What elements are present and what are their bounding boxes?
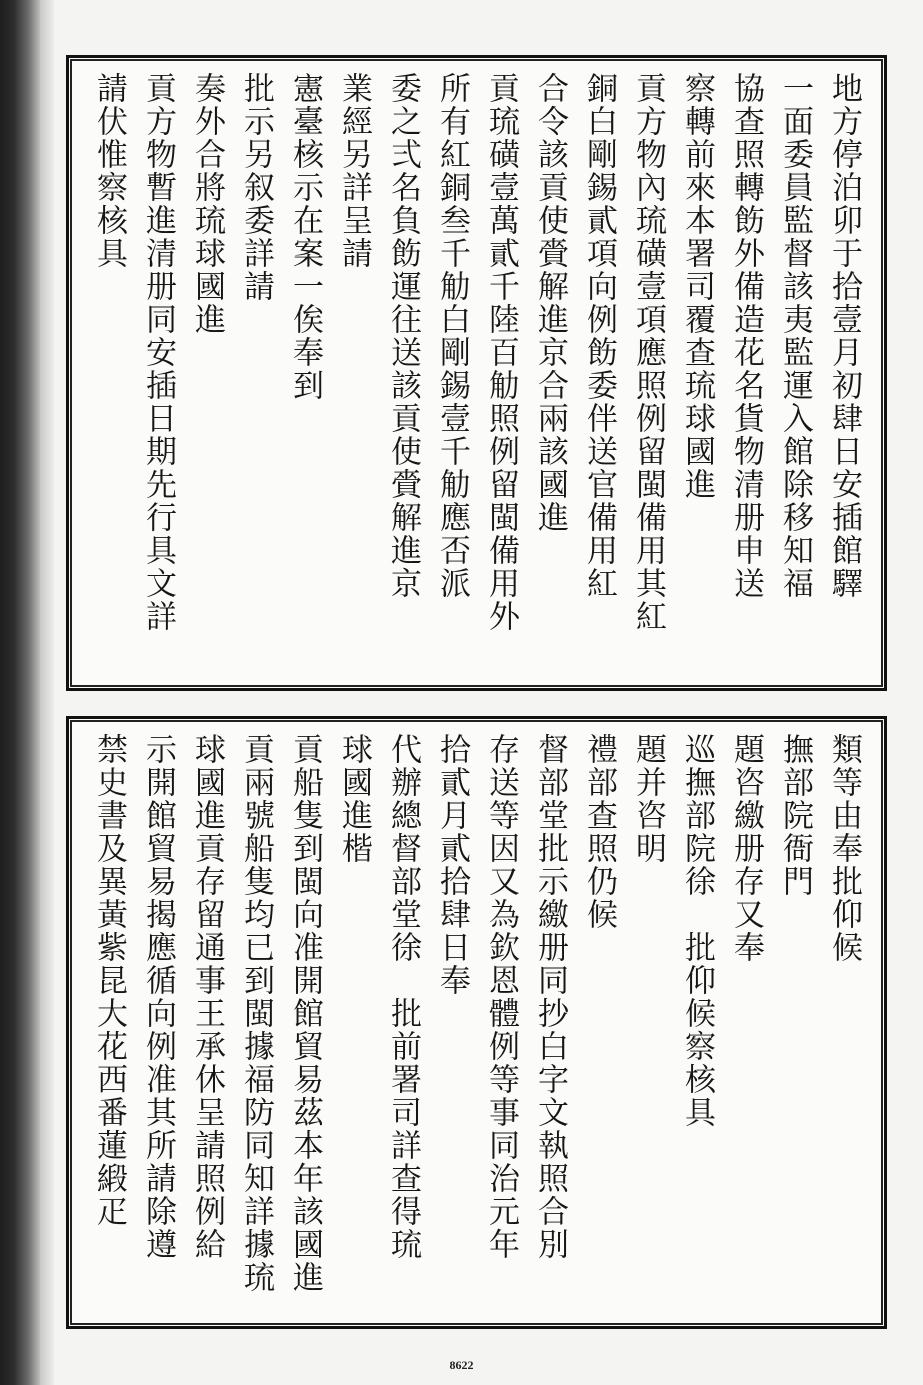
text-column: 委之弍名負飭運往送該貢使賫解進京 [385,72,421,600]
text-column: 奏外合將琉球國進 [189,72,225,336]
text-column: 所有紅銅叁千觔白剛錫壹千觔應否派 [434,72,470,600]
upper-columns [87,72,866,674]
text-column: 代辦總督部堂徐 批前署司詳查得琉 [385,733,421,1261]
text-column: 類等由奉批仰候 [826,733,862,964]
text-column: 察轉前來本署司覆查琉球國進 [679,72,715,501]
text-column: 貢兩號船隻均已到閩據福防同知詳據琉 [238,733,274,1294]
text-column: 存送等因又為欽恩體例等事同治元年 [483,733,519,1261]
text-column: 業經另詳呈請 [336,72,372,270]
text-column: 球國進楷 [336,733,372,865]
text-column: 示開館貿易揭應循向例准其所請除遵 [140,733,176,1261]
text-column: 請伏惟察核具 [91,72,127,270]
text-column: 一面委員監督該夷監運入館除移知福 [777,72,813,600]
text-column: 禮部查照仍候 [581,733,617,931]
page-gutter [40,0,54,1385]
text-column: 憲臺核示在案一俟奉到 [287,72,323,402]
text-column: 銅白剛錫貳項向例飭委伴送官備用紅 [581,72,617,600]
text-column: 球國進貢存留通事王承休呈請照例給 [189,733,225,1261]
lower-text-panel [66,716,887,1329]
text-column: 貢方物內琉磺壹項應照例留閩備用其紅 [630,72,666,633]
text-column: 拾貳月貳拾肆日奉 [434,733,470,997]
text-column: 合令該貢使賫解進京合兩該國進 [532,72,568,534]
text-column: 貢船隻到閩向准開館貿易茲本年該國進 [287,733,323,1294]
book-binding-spine [0,0,40,1385]
text-column: 地方停泊卯于拾壹月初肆日安插館驛 [826,72,862,600]
text-column: 批示另叙委詳請 [238,72,274,303]
text-column: 督部堂批示繳册同抄白字文執照合別 [532,733,568,1261]
text-column: 貢方物暫進清册同安插日期先行具文詳 [140,72,176,633]
text-column: 撫部院衙門 [777,733,813,898]
text-column: 題咨繳册存又奉 [728,733,764,964]
text-column: 貢琉磺壹萬貳千陸百觔照例留閩備用外 [483,72,519,633]
text-column: 題并咨明 [630,733,666,865]
text-column: 巡撫部院徐 批仰候察核具 [679,733,715,1129]
text-column: 禁史書及異黃紫昆大花西番蓮緞疋 [91,733,127,1228]
page-number: 8622 [449,1358,474,1372]
lower-columns [87,733,866,1312]
text-column: 協查照轉飭外備造花名貨物清册申送 [728,72,764,600]
upper-text-panel [66,55,887,691]
